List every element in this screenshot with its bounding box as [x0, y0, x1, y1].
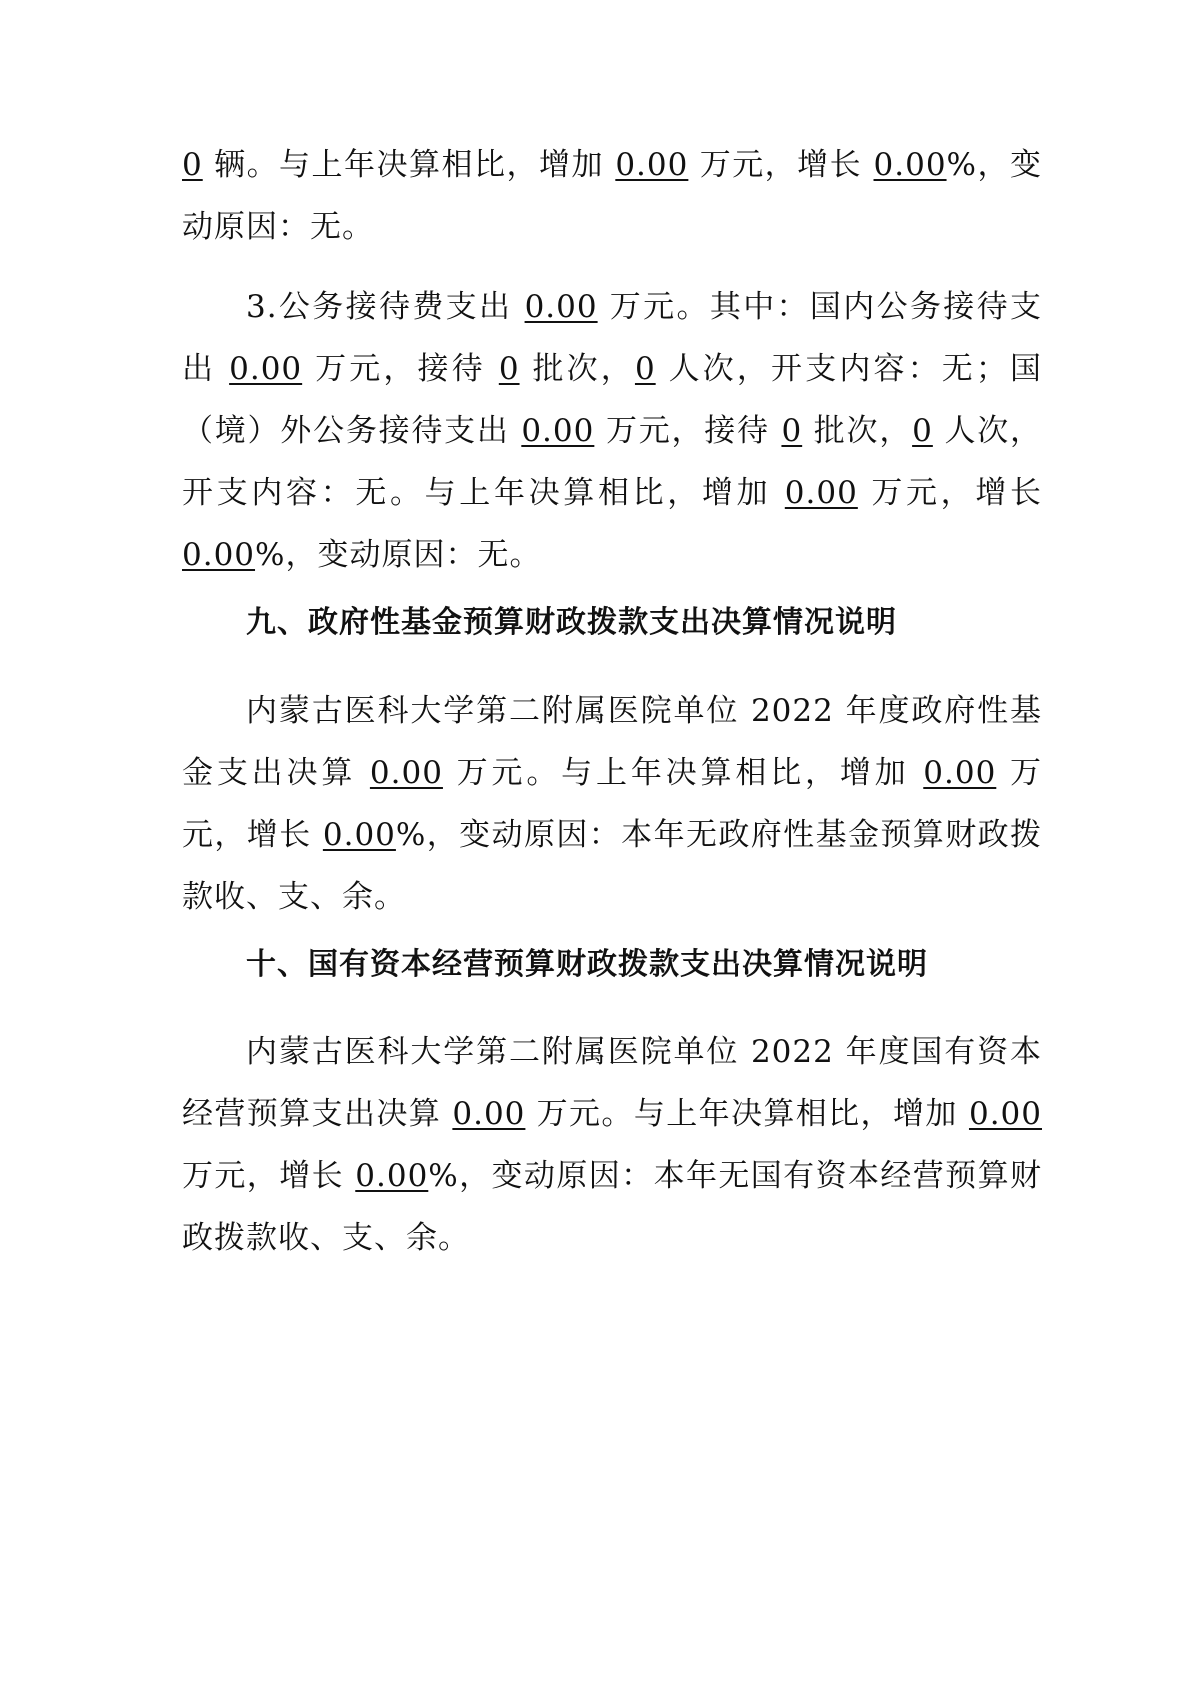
underlined-value: 0: [912, 413, 933, 449]
underlined-value: 0.00: [369, 755, 443, 791]
paragraph-reception-expense: [182, 276, 1042, 586]
section-heading-9: 九、政府性基金预算财政拨款支出决算情况说明: [246, 605, 897, 640]
text-run: %，变动原因：无。: [255, 537, 542, 573]
underlined-value: 0.00: [968, 1096, 1042, 1132]
text-run: 万元，增长: [182, 1158, 356, 1194]
underlined-value: 0.00: [229, 351, 303, 387]
text-run: 万元，接待: [594, 413, 782, 449]
underlined-value: 0.00: [182, 537, 256, 573]
text-run: 批次，: [802, 413, 913, 449]
paragraph-state-capital: [182, 1021, 1042, 1269]
text-run: 3.公务接待费支出: [246, 289, 525, 325]
underlined-value: 0: [182, 147, 203, 183]
text-run: 万元，增长: [857, 475, 1042, 511]
text-run: 万元，接待: [302, 351, 499, 387]
underlined-value: 0.00: [322, 817, 396, 853]
section-heading-10: 十、国有资本经营预算财政拨款支出决算情况说明: [246, 947, 928, 982]
underlined-value: 0.00: [873, 147, 947, 183]
paragraph-government-fund: [182, 680, 1042, 928]
text-run: 人次，开支内容：无。与上年决算相比，增加: [182, 413, 1043, 511]
text-run: 万元，增长: [688, 147, 874, 183]
underlined-value: 0: [634, 351, 656, 387]
underlined-value: 0.00: [784, 475, 858, 511]
underlined-value: 0: [781, 413, 803, 449]
text-run: %，变动原因：本年无政府性基金预算财政拨款收、支、余。: [182, 817, 1042, 915]
underlined-value: 0.00: [452, 1096, 526, 1132]
text-run: 辆。与上年决算相比，增加: [202, 147, 616, 183]
text-run: 内蒙古医科大学第二附属医院单位 2022 年度政府性基金支出决算: [182, 693, 1042, 791]
underlined-value: 0: [498, 351, 520, 387]
underlined-value: 0.00: [524, 289, 598, 325]
text-run: 人次，开支内容：无；国（境）外公务接待支出: [182, 351, 1042, 449]
text-run: %，变动原因：无。: [182, 147, 1042, 245]
text-run: 万元。与上年决算相比，增加: [525, 1096, 969, 1132]
text-run: 内蒙古医科大学第二附属医院单位 2022 年度国有资本经营预算支出决算: [182, 1034, 1042, 1132]
text-run: %，变动原因：本年无国有资本经营预算财政拨款收、支、余。: [182, 1158, 1042, 1256]
text-run: 万元，增长: [182, 755, 1042, 853]
text-run: 万元。其中：国内公务接待支出: [182, 289, 1042, 387]
underlined-value: 0.00: [923, 755, 997, 791]
underlined-value: 0.00: [615, 147, 689, 183]
text-run: 批次，: [519, 351, 635, 387]
underlined-value: 0.00: [521, 413, 595, 449]
text-run: 万元。与上年决算相比，增加: [442, 755, 924, 791]
underlined-value: 0.00: [355, 1158, 429, 1194]
paragraph-vehicle-expense-tail: [182, 134, 1042, 258]
